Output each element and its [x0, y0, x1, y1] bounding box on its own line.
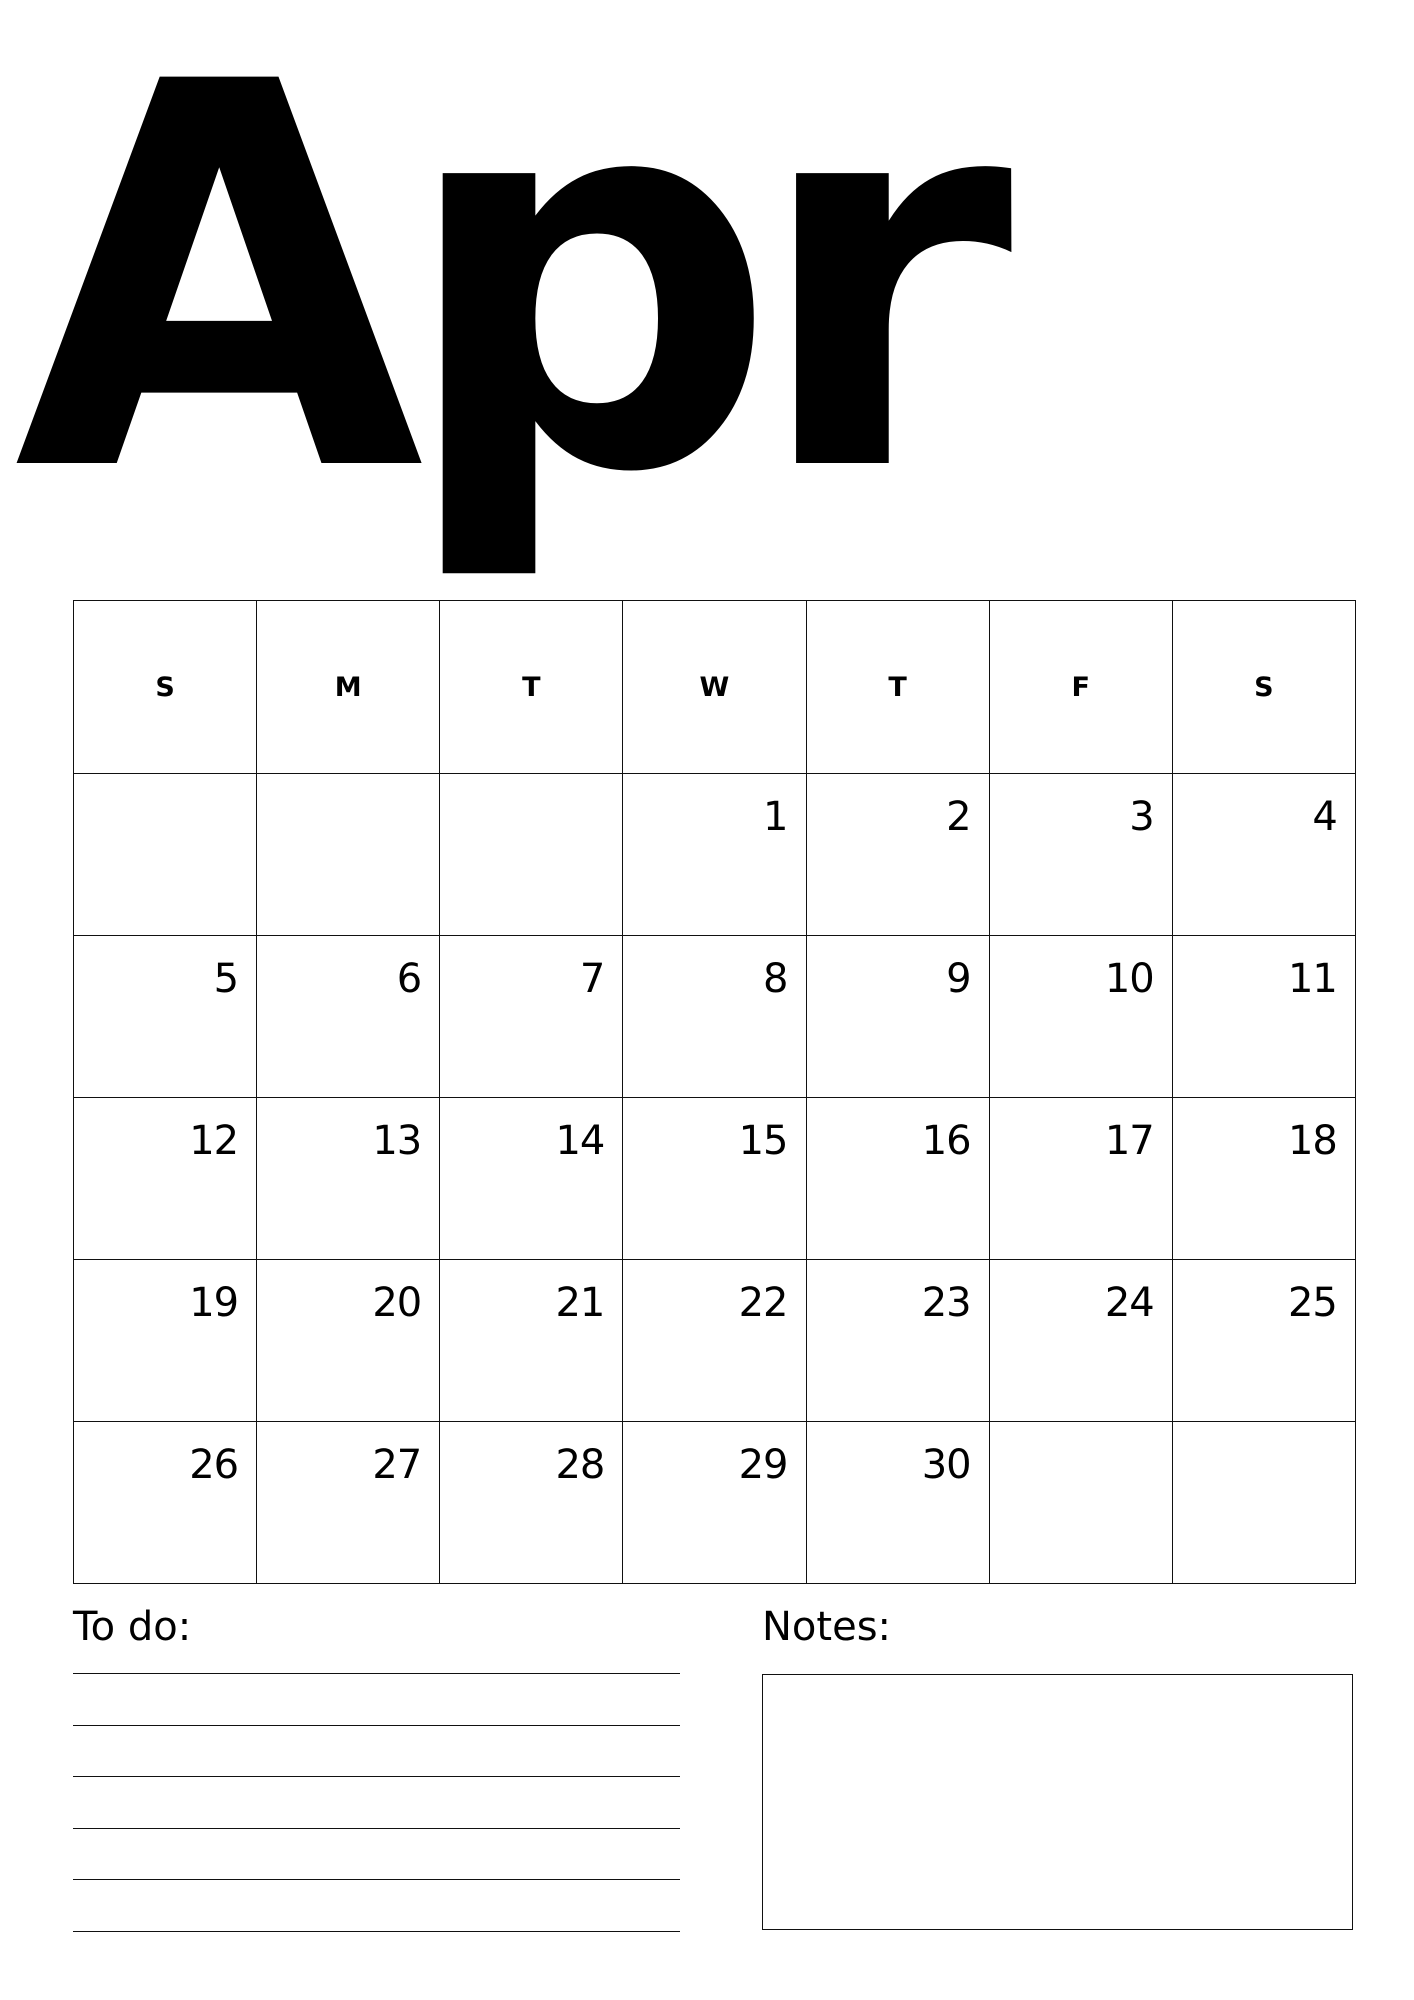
todo-line: [73, 1879, 680, 1880]
weekday-tuesday: T: [440, 601, 623, 774]
day-cell: [74, 1098, 257, 1260]
day-number: 15: [738, 1118, 788, 1164]
day-cell: [989, 1098, 1172, 1260]
day-number: 2: [946, 794, 971, 840]
day-cell: [74, 1422, 257, 1584]
weekday-header-row: [74, 601, 1356, 774]
day-cell: [1172, 774, 1355, 936]
day-cell: [623, 1260, 806, 1422]
day-number: 19: [189, 1280, 239, 1326]
day-cell: [1172, 936, 1355, 1098]
day-number: 27: [372, 1442, 422, 1488]
day-cell: [257, 1098, 440, 1260]
day-cell: [806, 936, 989, 1098]
day-cell: [257, 1260, 440, 1422]
day-cell: [623, 1422, 806, 1584]
day-number: 7: [579, 956, 605, 1002]
day-number: 25: [1287, 1280, 1337, 1326]
day-cell: [806, 1422, 989, 1584]
day-number: 12: [189, 1118, 239, 1164]
day-cell: [440, 1422, 623, 1584]
day-number: [1173, 1422, 1355, 1442]
day-number: 1: [763, 794, 788, 840]
day-cell: [623, 1098, 806, 1260]
day-number: 23: [921, 1280, 971, 1326]
day-number: 3: [1129, 794, 1154, 840]
day-cell: [257, 1422, 440, 1584]
todo-line: [73, 1776, 680, 1777]
week-row-5: [74, 1422, 1356, 1584]
day-cell: [1172, 1098, 1355, 1260]
day-cell: [74, 936, 257, 1098]
day-cell: [1172, 1422, 1355, 1584]
week-row-2: [74, 936, 1356, 1098]
day-number: [74, 774, 256, 794]
day-number: [440, 774, 622, 794]
day-cell: [440, 936, 623, 1098]
notes-label: Notes:: [762, 1604, 892, 1650]
day-number: 4: [1312, 794, 1337, 840]
todo-line: [73, 1931, 680, 1932]
todo-line: [73, 1673, 680, 1674]
day-number: 28: [555, 1442, 605, 1488]
day-number: 26: [189, 1442, 239, 1488]
day-cell: [440, 774, 623, 936]
notes-box: [762, 1674, 1353, 1930]
day-cell: [989, 1422, 1172, 1584]
week-row-1: [74, 774, 1356, 936]
weekday-saturday: S: [1172, 601, 1355, 774]
calendar-grid: [73, 600, 1356, 1584]
day-cell: [257, 936, 440, 1098]
day-cell: [440, 1098, 623, 1260]
day-number: 20: [372, 1280, 422, 1326]
day-number: 21: [555, 1280, 605, 1326]
todo-list: [73, 1673, 680, 1982]
day-number: 5: [213, 956, 239, 1002]
day-number: 30: [921, 1442, 971, 1488]
day-cell: [806, 1260, 989, 1422]
day-cell: [806, 1098, 989, 1260]
weekday-thursday: T: [806, 601, 989, 774]
day-number: 14: [555, 1118, 605, 1164]
day-cell: [623, 774, 806, 936]
day-number: 17: [1104, 1118, 1154, 1164]
day-cell: [806, 774, 989, 936]
day-cell: [74, 1260, 257, 1422]
day-number: 18: [1287, 1118, 1337, 1164]
day-cell: [257, 774, 440, 936]
day-cell: [989, 936, 1172, 1098]
todo-line: [73, 1828, 680, 1829]
day-number: 11: [1287, 956, 1337, 1002]
day-number: [990, 1422, 1172, 1442]
day-number: 8: [763, 956, 788, 1002]
day-cell: [440, 1260, 623, 1422]
weekday-sunday: S: [74, 601, 257, 774]
day-number: 22: [738, 1280, 788, 1326]
week-row-4: [74, 1260, 1356, 1422]
week-row-3: [74, 1098, 1356, 1260]
day-cell: [989, 1260, 1172, 1422]
day-cell: [989, 774, 1172, 936]
day-number: [257, 774, 439, 794]
weekday-wednesday: W: [623, 601, 806, 774]
day-number: 13: [372, 1118, 422, 1164]
day-cell: [623, 936, 806, 1098]
day-number: 16: [921, 1118, 971, 1164]
weekday-friday: F: [989, 601, 1172, 774]
weekday-monday: M: [257, 601, 440, 774]
month-title: Apr: [14, 0, 987, 588]
todo-label: To do:: [73, 1604, 192, 1650]
day-number: 6: [396, 956, 422, 1002]
day-cell: [74, 774, 257, 936]
day-cell: [1172, 1260, 1355, 1422]
day-number: 10: [1104, 956, 1154, 1002]
day-number: 24: [1104, 1280, 1154, 1326]
day-number: 29: [738, 1442, 788, 1488]
todo-line: [73, 1725, 680, 1726]
day-number: 9: [946, 956, 971, 1002]
